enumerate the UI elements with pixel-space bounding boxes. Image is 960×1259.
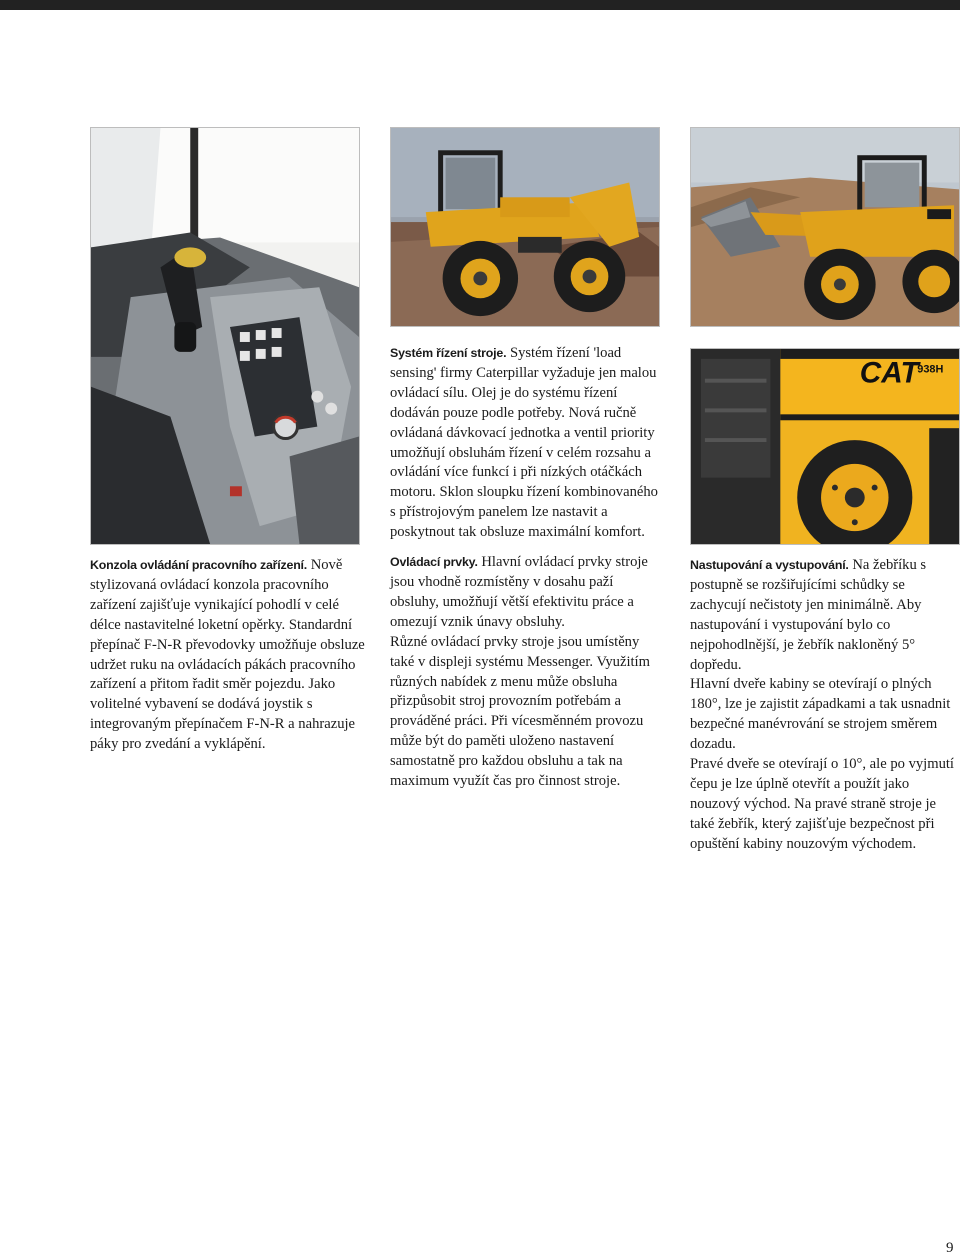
steering-heading: Systém řízení stroje. (390, 346, 507, 360)
boarding-paragraph (690, 556, 960, 675)
svg-text:CAT: CAT (859, 356, 919, 390)
boarding-heading: Nastupování a vystupování. (690, 558, 849, 572)
boarding-body-1: Na žebříku s postupně se rozšiřujícími schůdky se zachycují nečistoty jen minimálně. Aby nastupování i vystupování bylo co nejpohodlnější, je žebřík nakloněný 5° dopředu. (690, 557, 927, 673)
controls-body-1: Hlavní ovládací prvky stroje jsou vhodně rozmístěny v dosahu paží obsluhy, umožňují větší efektivitu práce a omezují vznik únavy obsluhy. (390, 554, 648, 630)
console-paragraph (90, 556, 370, 755)
page-number: 9 (946, 1240, 954, 1256)
controls-paragraph (390, 553, 662, 633)
boarding-paragraph-3: Pravé dveře se otevírají o 10°, ale po vyjmutí čepu je lze úplně otevřít a použít jako nouzový východ. Na pravé straně stroje je také žebřík, který zajišťuje bezpečnost při opuštění kabiny nouzovým východem. (690, 756, 954, 852)
middle-text-column (390, 344, 662, 792)
top-rule (0, 0, 960, 10)
console-body: Nově stylizovaná ovládací konzola pracovního zařízení zajišťuje vynikající pohodlí v celé délce nastavitelné loketní opěrky. Standardní přepínač F-N-R převodovky umožňuje obsluze udržet ruku na ovládacích pákách pracovního zařízení a přitom řadit směr pojezdu. Jako volitelné vybavení se dodává joystik s integrovaným přepínačem F-N-R a nahrazuje páky pro zvedání a vyklápění. (90, 557, 365, 753)
cab-ladder-photo (690, 348, 960, 545)
console-heading: Konzola ovládání pracovního zařízení. (90, 558, 308, 572)
boarding-paragraph-2: Hlavní dveře kabiny se otevírají o plných 180°, lze je zajistit západkami a tak usnadnit bezpečné manévrování se strojem směrem dozadu. (690, 676, 951, 753)
console-photo (90, 127, 360, 545)
right-text-column (690, 556, 960, 855)
wheel-loader-photo-right (690, 127, 960, 327)
left-text-column (90, 556, 370, 755)
wheel-loader-photo-left (390, 127, 660, 327)
svg-text:938H: 938H (917, 363, 944, 376)
steering-body: Systém řízení 'load sensing' firmy Caterpillar vyžaduje jen malou ovládací sílu. Olej je do systému řízení dodáván pouze podle potřeby. Nová ručně ovládaná dávkovací jednotka a ventil priority umožňují obsluhám řízení v celém rozsahu a ovládání více funkcí i při nízkých otáčkách motoru. Sklon sloupku řízení kombinovaného s přístrojovým panelem lze nastavit a poskytnout tak obsluze maximální komfort. (390, 345, 658, 541)
controls-heading: Ovládací prvky. (390, 555, 478, 570)
steering-paragraph (390, 344, 662, 543)
controls-paragraph-2: Různé ovládací prvky stroje jsou umístěny také v displeji systému Messenger. Využitím různých nabídek z menu může obsluha přizpůsobit stroj provozním potřebám a prováděné práci. Při vícesměnném provozu může být do paměti uloženo nastavení samostatně pro každou obsluhu a tak na maximum využít čas pro činnost stroje. (390, 633, 650, 790)
